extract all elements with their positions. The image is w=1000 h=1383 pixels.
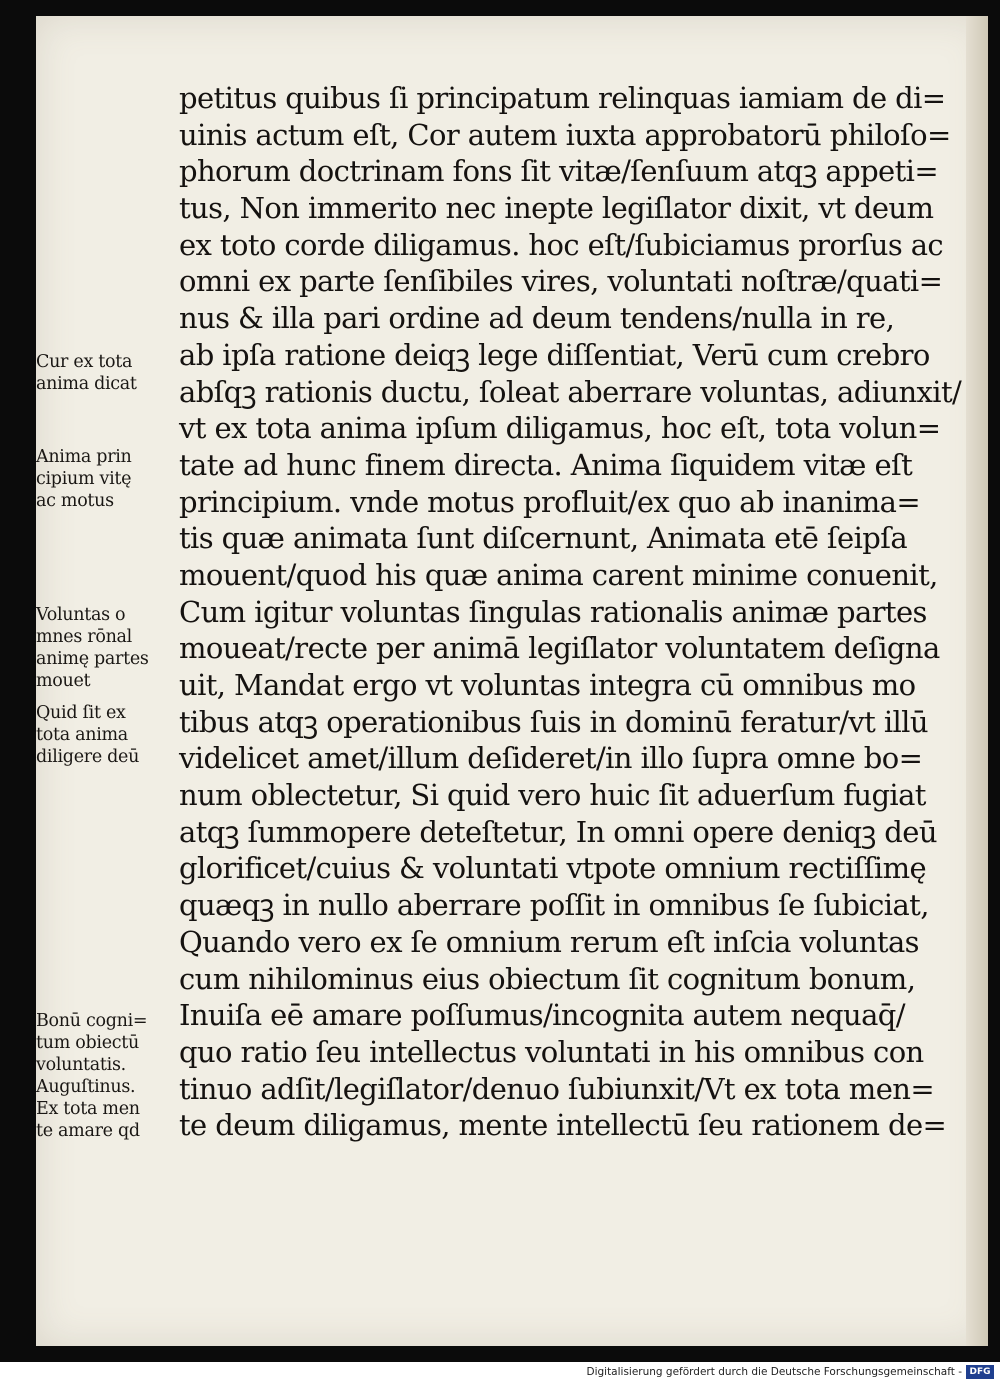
marginal-note-line: Anima prin <box>36 447 132 467</box>
marginal-note-line: Quid ſit ex <box>36 703 126 723</box>
text-line: principium. vnde motus profluit/ex quo ab inanima= <box>179 484 921 519</box>
marginal-note-line: animę partes <box>36 649 149 669</box>
text-line: moueat/recte per animā legiſlator voluntatem deſigna <box>179 631 940 666</box>
text-line: ab ipſa ratione deiqꝫ lege diſſentiat, Verū cum crebro <box>179 337 930 372</box>
text-line: mouent/quod his quæ anima carent minime conuenit, <box>179 557 938 592</box>
text-line: quæqꝫ in nullo aberrare poſſit in omnibus ſe ſubiciat, <box>179 888 929 923</box>
marginal-note <box>36 351 172 395</box>
text-line: tus, Non immerito nec inepte legiſlator dixit, vt deum <box>179 191 934 226</box>
text-line: Quando vero ex ſe omnium rerum eſt inſcia voluntas <box>179 924 919 959</box>
text-line: cum nihilominus eius obiectum ſit cognitum bonum, <box>179 961 916 996</box>
marginal-note <box>36 604 172 692</box>
text-line: tate ad hunc finem directa. Anima ſiquidem vitæ eſt <box>179 447 913 482</box>
text-line: phorum doctrinam fons ſit vitæ/ſenſuum atqꝫ appeti= <box>179 154 939 189</box>
text-line: tibus atqꝫ operationibus ſuis in dominū feratur/vt illū <box>179 704 928 739</box>
marginal-note-line: Ex tota men <box>36 1099 140 1119</box>
marginal-note <box>36 702 172 768</box>
marginal-note-line: diligere deū <box>36 747 140 767</box>
marginal-note-line: mouet <box>36 671 91 691</box>
marginal-note-line: tota anima <box>36 725 128 745</box>
funding-credit: Digitalisierung gefördert durch die Deutsche Forschungsgemeinschaft - <box>586 1366 962 1378</box>
dfg-logo: DFG <box>966 1365 994 1379</box>
marginal-note-line: Auguſtinus. <box>36 1077 136 1097</box>
marginal-note-line: Voluntas o <box>36 605 126 625</box>
marginal-note-line: voluntatis. <box>36 1055 126 1075</box>
text-line: atqꝫ ſummopere deteſtetur, In omni opere deniqꝫ deū <box>179 814 937 849</box>
text-line: ex toto corde diligamus. hoc eſt/ſubiciamus prorſus ac <box>179 227 944 262</box>
marginal-note-line: Bonū cogni= <box>36 1011 148 1031</box>
marginal-note-line: ac motus <box>36 491 114 511</box>
text-line: petitus quibus ſi principatum relinquas iamiam de di= <box>179 81 946 115</box>
marginal-note-line: tum obiectū <box>36 1033 139 1053</box>
marginal-note <box>36 446 172 512</box>
digitization-footer <box>0 1362 1000 1383</box>
marginal-note <box>36 1010 172 1142</box>
text-line: te deum diligamus, mente intellectū ſeu rationem de= <box>179 1108 947 1143</box>
text-line: glorificet/cuius & voluntati vtpote omnium rectiſſimę <box>179 851 927 886</box>
marginal-note-line: cipium vitę <box>36 469 132 489</box>
text-line: num oblectetur, Si quid vero huic ſit aduerſum fugiat <box>179 778 926 813</box>
marginal-note-line: te amare qd <box>36 1121 140 1141</box>
text-line: abſqꝫ rationis ductu, ſoleat aberrare voluntas, adiunxit/ <box>179 374 962 409</box>
text-line: omni ex parte ſenſibiles vires, voluntati noſtræ/quati= <box>179 264 943 299</box>
marginal-note-line: Cur ex tota <box>36 352 133 372</box>
text-line: Inuiſa eē amare poſſumus/incognita autem nequaq̄/ <box>179 998 905 1033</box>
marginal-note-line: anima dicat <box>36 374 137 394</box>
text-line: nus & illa pari ordine ad deum tendens/nulla in re, <box>179 301 895 336</box>
text-line: quo ratio ſeu intellectus voluntati in his omnibus con <box>179 1034 924 1069</box>
text-line: tinuo adſit/legiſlator/denuo ſubiunxit/Vt ex tota men= <box>179 1071 935 1106</box>
text-line: videlicet amet/illum deſideret/in illo ſupra omne bo= <box>179 741 923 776</box>
text-line: tis quæ animata ſunt diſcernunt, Animata etē ſeipſa <box>179 521 908 556</box>
book-page <box>36 16 988 1346</box>
marginal-note-line: mnes rōnal <box>36 627 132 647</box>
text-line: uit, Mandat ergo vt voluntas integra cū omnibus mo <box>179 668 916 702</box>
text-line: vt ex tota anima ipſum diligamus, hoc eſt, tota volun= <box>179 411 941 446</box>
text-line: Cum igitur voluntas ſingulas rationalis animæ partes <box>179 594 927 629</box>
text-line: uinis actum eſt, Cor autem iuxta approbatorū philoſo= <box>179 117 951 152</box>
main-text-block <box>179 80 962 1144</box>
page-edge <box>966 16 988 1346</box>
